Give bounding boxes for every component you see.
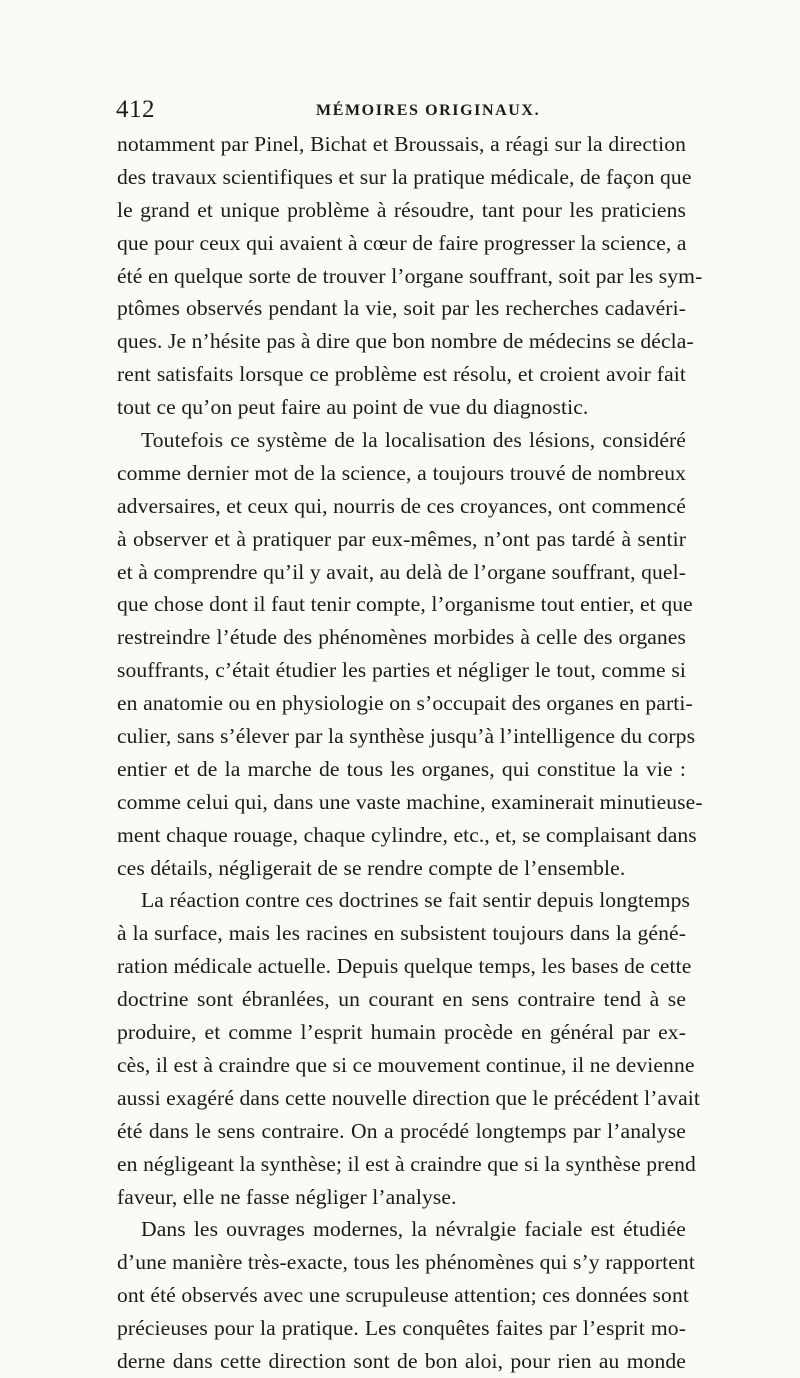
text-line: que chose dont il faut tenir compte, l’organisme tout entier, et que xyxy=(117,592,693,617)
text-line: restreindre l’étude des phénomènes morbides à celle des organes xyxy=(117,625,686,650)
text-line: été dans le sens contraire. On a procédé longtemps par l’analyse xyxy=(117,1118,686,1143)
body-text xyxy=(117,128,703,1378)
running-title: MÉMOIRES ORIGINAUX. xyxy=(316,102,541,119)
text-line: derne dans cette direction sont de bon aloi, pour rien au monde xyxy=(117,1348,686,1373)
text-line: produire, et comme l’esprit humain procède en général par ex- xyxy=(117,1020,686,1045)
text-line: comme dernier mot de la science, a toujours trouvé de nombreux xyxy=(117,460,686,485)
text-line: doctrine sont ébranlées, un courant en sens contraire tend à se xyxy=(117,987,686,1012)
text-line: d’une manière très-exacte, tous les phénomènes qui s’y rapportent xyxy=(117,1250,695,1275)
text-line: faveur, elle ne fasse négliger l’analyse. xyxy=(117,1184,457,1209)
text-line: culier, sans s’élever par la synthèse jusqu’à l’intelligence du corps xyxy=(117,724,696,749)
text-line: tout ce qu’on peut faire au point de vue du diagnostic. xyxy=(117,395,589,420)
running-header xyxy=(116,96,686,126)
text-line: des travaux scientifiques et sur la pratique médicale, de façon que xyxy=(117,164,692,189)
text-line: que pour ceux qui avaient à cœur de faire progresser la science, a xyxy=(117,230,687,255)
text-line: Toutefois ce système de la localisation des lésions, considéré xyxy=(141,428,686,453)
text-line: en anatomie ou en physiologie on s’occupait des organes en parti- xyxy=(117,691,693,716)
text-line: Dans les ouvrages modernes, la névralgie faciale est étudiée xyxy=(141,1217,686,1242)
text-line: ont été observés avec une scrupuleuse attention; ces données sont xyxy=(117,1283,689,1308)
text-line: aussi exagéré dans cette nouvelle direction que le précédent l’avait xyxy=(117,1085,700,1110)
text-line: à la surface, mais les racines en subsistent toujours dans la géné- xyxy=(117,921,686,946)
text-line: le grand et unique problème à résoudre, tant pour les praticiens xyxy=(117,197,686,222)
page-number: 412 xyxy=(116,96,155,123)
text-line: ration médicale actuelle. Depuis quelque temps, les bases de cette xyxy=(117,954,692,979)
text-line: ptômes observés pendant la vie, soit par les recherches cadavéri- xyxy=(117,296,686,321)
text-line: précieuses pour la pratique. Les conquêtes faites par l’esprit mo- xyxy=(117,1316,686,1341)
text-line: et à comprendre qu’il y avait, au delà de l’organe souffrant, quel- xyxy=(117,559,686,584)
text-line: entier et de la marche de tous les organes, qui constitue la vie : xyxy=(117,756,686,781)
text-line: souffrants, c’était étudier les parties et négliger le tout, comme si xyxy=(117,658,686,683)
text-line: été en quelque sorte de trouver l’organe souffrant, soit par les sym- xyxy=(117,263,703,288)
text-line: ment chaque rouage, chaque cylindre, etc., et, se complaisant dans xyxy=(117,822,697,847)
text-line: notamment par Pinel, Bichat et Broussais, a réagi sur la direction xyxy=(117,132,686,156)
text-line: ques. Je n’hésite pas à dire que bon nombre de médecins se décla- xyxy=(117,329,694,354)
text-line: en négligeant la synthèse; il est à craindre que si la synthèse prend xyxy=(117,1151,696,1176)
text-line: cès, il est à craindre que si ce mouvement continue, il ne devienne xyxy=(117,1052,695,1077)
text-line: à observer et à pratiquer par eux-mêmes, n’ont pas tardé à sentir xyxy=(117,526,686,551)
text-line: comme celui qui, dans une vaste machine, examinerait minutieuse- xyxy=(117,789,703,814)
text-line: rent satisfaits lorsque ce problème est résolu, et croient avoir fait xyxy=(117,362,686,387)
text-line: La réaction contre ces doctrines se fait sentir depuis longtemps xyxy=(141,888,691,913)
text-line: ces détails, négligerait de se rendre compte de l’ensemble. xyxy=(117,855,626,880)
text-line: adversaires, et ceux qui, nourris de ces croyances, ont commencé xyxy=(117,493,686,518)
